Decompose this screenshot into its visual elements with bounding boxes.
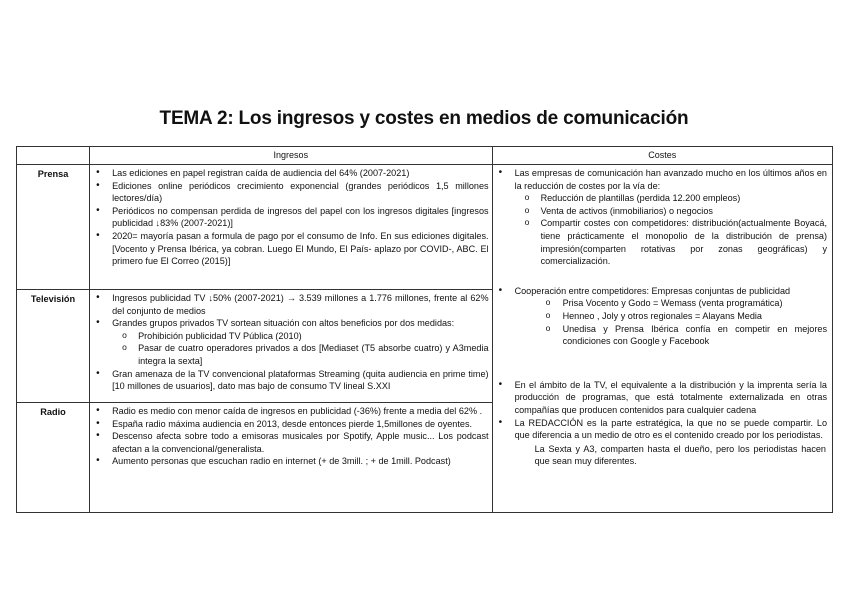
list-item: • Las ediciones en papel registran caída de audiencia del 64% (2007-2021) (112, 167, 488, 180)
radio-ingresos-cell (90, 403, 492, 513)
table-header-row (17, 147, 833, 165)
list-item: • Ingresos publicidad TV ↓50% (2007-2021) → 3.539 millones a 1.776 millones, frente al 62% del conjunto de medios (112, 292, 488, 317)
list-item: o Prohibición publicidad TV Pública (2010) (138, 330, 488, 343)
list-item: o Unedisa y Prensa Ibérica confía en competir en mejores condiciones con Google y Facebook (563, 323, 827, 348)
list-item: • Descenso afecta sobre todo a emisoras musicales por Spotify, Apple music... Los podcast afectan a la convencional/generalista. (112, 430, 488, 455)
costes-cooperacion: • Cooperación entre competidores: Empresas conjuntas de publicidad o Prisa Vocento y Godo = Wemass (venta programática) o Henneo , Joly y otros regionales = Alayans Media o Unedisa y Prensa Ibérica confía en competir en mejores condiciones con Google y Facebook (515, 285, 827, 348)
list-item: • Periódicos no compensan perdida de ingresos del papel con los ingresos digitales [ingresos publicidad ↓83% (2007-2021)] (112, 205, 488, 230)
page-title: TEMA 2: Los ingresos y costes en medios de comunicación (159, 108, 689, 129)
costes-intro: • Las empresas de comunicación han avanzado mucho en los últimos años en la reducción de costes por la vía de: o Reducción de plantillas (perdida 12.200 empleos) o Venta de activos (inmobiliarios) o negocios o Compartir costes con competidores: distribución(actualmente Boyacá, tiene prácticamente el monopolio de la distribución de prensa) impresión(comparten rotativas por zonas geográficas) y comercialización. (515, 167, 827, 268)
list-item: • En el ámbito de la TV, el equivalente a la distribución y la imprenta sería la producción de programas, que está totalmente externalizada en otras compañías que producen contenidos para cualquier cadena (515, 379, 827, 417)
header-ingresos: Ingresos (90, 147, 492, 165)
costes-cell (492, 165, 832, 513)
costes-nota: La Sexta y A3, comparten hasta el dueño, pero los periodistas hacen que sean muy diferentes. (534, 443, 826, 467)
list-item: o Henneo , Joly y otros regionales = Alayans Media (563, 310, 827, 323)
list-item: • Grandes grupos privados TV sortean situación con altos beneficios por dos medidas: o Prohibición publicidad TV Pública (2010) o Pasar de cuatro operadores privados a dos [Mediaset (T5 absorbe cuatro) y A3media integra la sexta] (112, 317, 488, 367)
list-item: o Venta de activos (inmobiliarios) o negocios (541, 205, 827, 218)
television-ingresos-cell (90, 290, 492, 403)
list-item: • España radio máxima audiencia en 2013, desde entonces pierde 1,5millones de oyentes. (112, 418, 488, 431)
row-label-radio: Radio (17, 403, 90, 513)
list-item: o Prisa Vocento y Godo = Wemass (venta programática) (563, 297, 827, 310)
prensa-ingresos-cell (90, 165, 492, 290)
row-label-television: Televisión (17, 290, 90, 403)
list-item: o Pasar de cuatro operadores privados a dos [Mediaset (T5 absorbe cuatro) y A3media integra la sexta] (138, 342, 488, 367)
list-item: • Gran amenaza de la TV convencional plataformas Streaming (quita audiencia en prime time) [10 millones de usuarios], dato mas bajo de consumo TV lineal S.XXI (112, 368, 488, 393)
list-item: o Reducción de plantillas (perdida 12.200 empleos) (541, 192, 827, 205)
list-item: • Ediciones online periódicos crecimiento exponencial (grandes periódicos 1,5 millones lectores/día) (112, 180, 488, 205)
row-label-prensa: Prensa (17, 165, 90, 290)
list-item: • La REDACCIÓN es la parte estratégica, la que no se puede compartir. Lo que diferencia a un medio de otro es el contenido creado por los periodistas. (515, 417, 827, 442)
list-item: o Compartir costes con competidores: distribución(actualmente Boyacá, tiene prácticamente el monopolio de la distribución de prensa) impresión(comparten rotativas por zonas geográficas) y comercialización. (541, 217, 827, 267)
list-item: • Aumento personas que escuchan radio en internet (+ de 3mill. ; + de 1mill. Podcast) (112, 455, 488, 468)
table-row-prensa (17, 165, 833, 290)
list-item: • 2020= mayoría pasan a formula de pago por el consumo de Info. En sus ediciones digitales. [Vocento y Prensa Ibérica, ya cobran. Luego El Mundo, El País- aplazo por COVID-, ABC. El primero fue El Correo (2015)] (112, 230, 488, 268)
header-empty (17, 147, 90, 165)
header-costes: Costes (492, 147, 832, 165)
list-item: • Radio es medio con menor caída de ingresos en publicidad (-36%) frente a media del 62% . (112, 405, 488, 418)
costs-revenues-table (16, 146, 833, 513)
